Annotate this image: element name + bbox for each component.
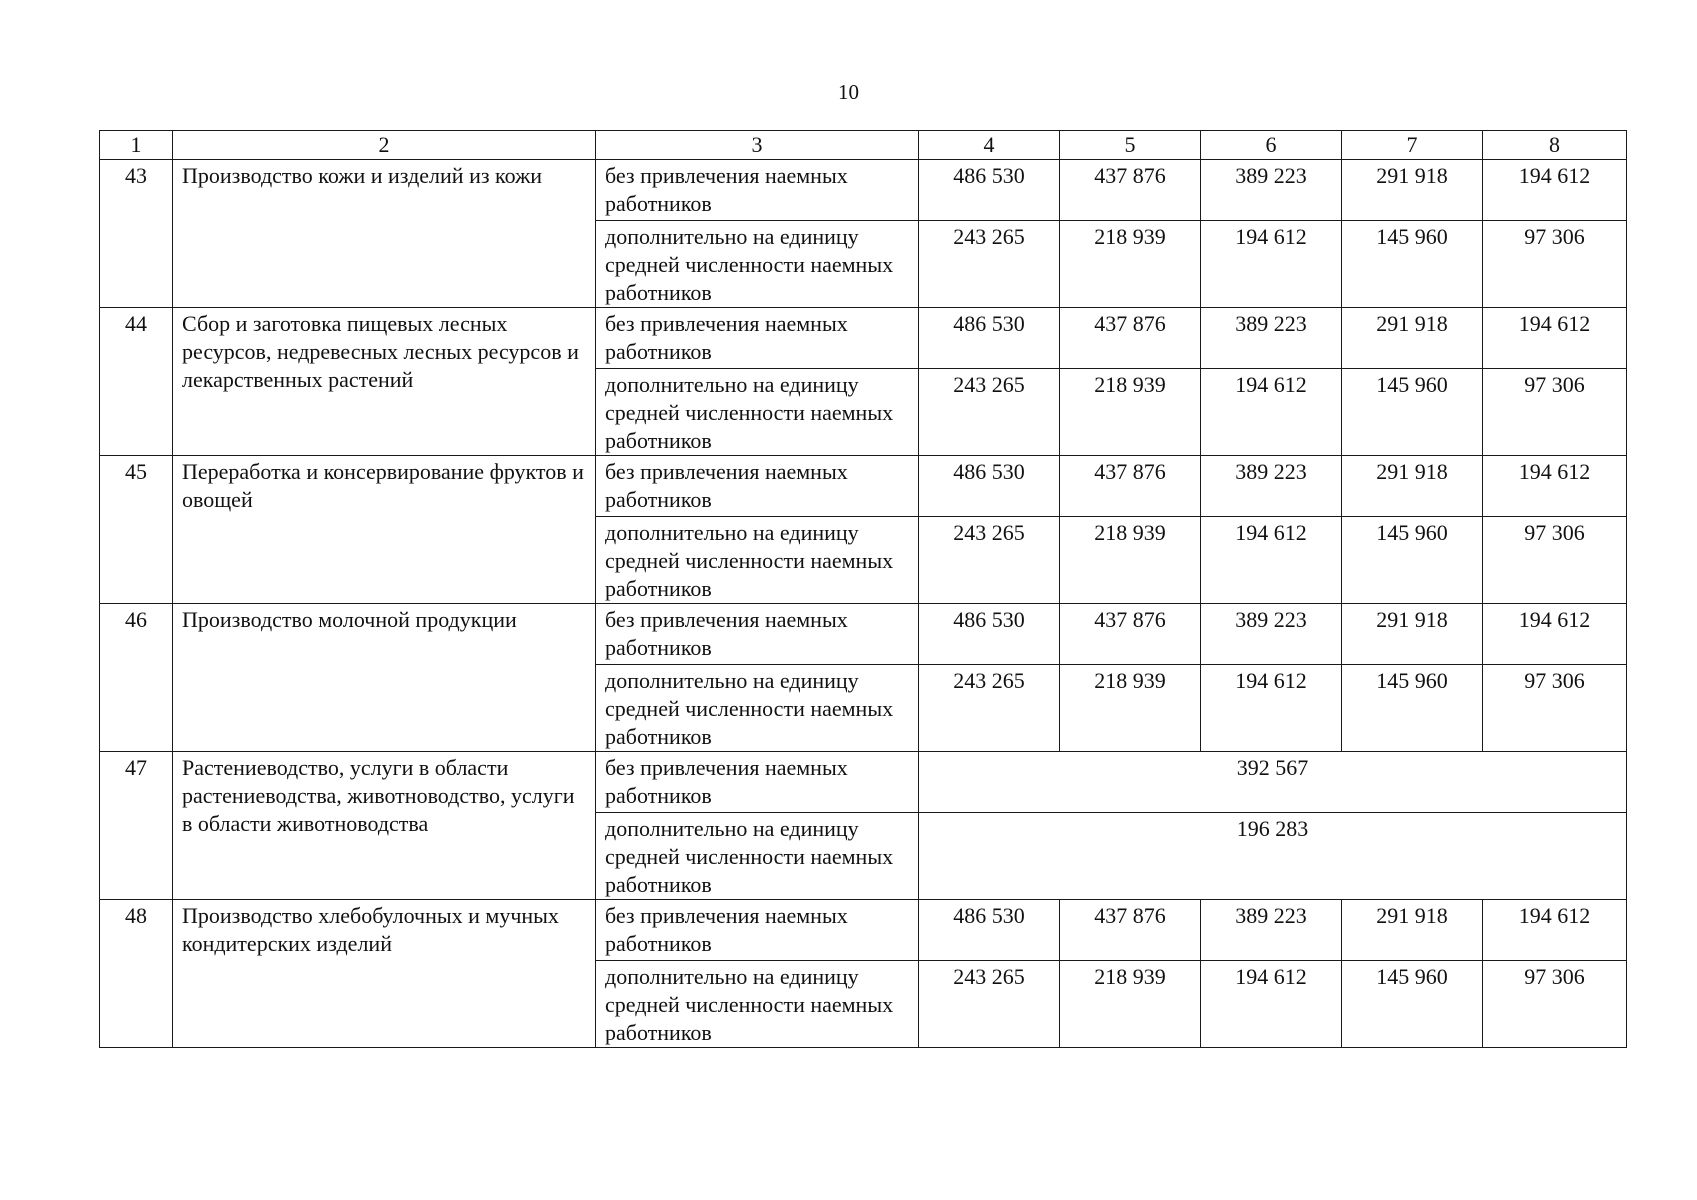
value-cell: 194 612: [1483, 900, 1627, 961]
value-cell: 291 918: [1342, 456, 1483, 517]
value-cell: 243 265: [919, 517, 1060, 604]
row-number: 48: [100, 900, 173, 1048]
worker-type: без привлечения наемных работников: [596, 308, 919, 369]
value-cell: 97 306: [1483, 369, 1627, 456]
worker-type: без привлечения наемных работников: [596, 160, 919, 221]
activity-name: Производство молочной продукции: [173, 604, 596, 752]
activity-name: Производство кожи и изделий из кожи: [173, 160, 596, 308]
activity-name: Производство хлебобулочных и мучных кондитерских изделий: [173, 900, 596, 1048]
value-cell: 218 939: [1060, 665, 1201, 752]
value-cell: 486 530: [919, 900, 1060, 961]
value-cell: 194 612: [1201, 369, 1342, 456]
table-row: [100, 752, 1627, 813]
table-row: [100, 308, 1627, 369]
value-cell: 389 223: [1201, 604, 1342, 665]
worker-type: дополнительно на единицу средней численности наемных работников: [596, 221, 919, 308]
column-header: 2: [173, 131, 596, 160]
value-cell: 145 960: [1342, 517, 1483, 604]
column-header: 7: [1342, 131, 1483, 160]
value-cell: 486 530: [919, 456, 1060, 517]
row-number: 46: [100, 604, 173, 752]
value-cell: 194 612: [1483, 308, 1627, 369]
value-cell: 97 306: [1483, 961, 1627, 1048]
value-cell: 194 612: [1201, 665, 1342, 752]
value-cell: 291 918: [1342, 160, 1483, 221]
table-row: [100, 160, 1627, 221]
value-cell: 194 612: [1483, 604, 1627, 665]
value-cell: 218 939: [1060, 221, 1201, 308]
worker-type: дополнительно на единицу средней численности наемных работников: [596, 961, 919, 1048]
worker-type: без привлечения наемных работников: [596, 456, 919, 517]
value-cell: 291 918: [1342, 604, 1483, 665]
merged-value-cell: 392 567: [919, 752, 1627, 813]
value-cell: 243 265: [919, 369, 1060, 456]
table-row: [100, 900, 1627, 961]
table-header-row: [100, 131, 1627, 160]
value-cell: 243 265: [919, 221, 1060, 308]
merged-value-cell: 196 283: [919, 813, 1627, 900]
column-header: 1: [100, 131, 173, 160]
activity-name: Растениеводство, услуги в области растениеводства, животноводство, услуги в области животноводства: [173, 752, 596, 900]
value-cell: 291 918: [1342, 308, 1483, 369]
activity-name: Сбор и заготовка пищевых лесных ресурсов, недревесных лесных ресурсов и лекарственных растений: [173, 308, 596, 456]
value-cell: 194 612: [1201, 221, 1342, 308]
value-cell: 486 530: [919, 160, 1060, 221]
tariff-table: [99, 130, 1627, 1048]
value-cell: 389 223: [1201, 308, 1342, 369]
value-cell: 194 612: [1483, 456, 1627, 517]
value-cell: 389 223: [1201, 900, 1342, 961]
value-cell: 218 939: [1060, 961, 1201, 1048]
column-header: 3: [596, 131, 919, 160]
value-cell: 437 876: [1060, 160, 1201, 221]
value-cell: 194 612: [1201, 961, 1342, 1048]
value-cell: 291 918: [1342, 900, 1483, 961]
value-cell: 145 960: [1342, 369, 1483, 456]
value-cell: 486 530: [919, 604, 1060, 665]
value-cell: 97 306: [1483, 221, 1627, 308]
value-cell: 218 939: [1060, 517, 1201, 604]
worker-type: без привлечения наемных работников: [596, 752, 919, 813]
worker-type: без привлечения наемных работников: [596, 900, 919, 961]
worker-type: дополнительно на единицу средней численности наемных работников: [596, 369, 919, 456]
value-cell: 389 223: [1201, 456, 1342, 517]
column-header: 5: [1060, 131, 1201, 160]
row-number: 47: [100, 752, 173, 900]
value-cell: 194 612: [1201, 517, 1342, 604]
value-cell: 194 612: [1483, 160, 1627, 221]
value-cell: 243 265: [919, 961, 1060, 1048]
worker-type: без привлечения наемных работников: [596, 604, 919, 665]
column-header: 8: [1483, 131, 1627, 160]
table-row: [100, 604, 1627, 665]
value-cell: 389 223: [1201, 160, 1342, 221]
column-header: 6: [1201, 131, 1342, 160]
value-cell: 437 876: [1060, 308, 1201, 369]
value-cell: 437 876: [1060, 900, 1201, 961]
value-cell: 243 265: [919, 665, 1060, 752]
worker-type: дополнительно на единицу средней численности наемных работников: [596, 517, 919, 604]
value-cell: 97 306: [1483, 517, 1627, 604]
row-number: 45: [100, 456, 173, 604]
value-cell: 145 960: [1342, 221, 1483, 308]
page-number: 10: [838, 80, 859, 104]
worker-type: дополнительно на единицу средней численности наемных работников: [596, 665, 919, 752]
column-header: 4: [919, 131, 1060, 160]
value-cell: 145 960: [1342, 961, 1483, 1048]
worker-type: дополнительно на единицу средней численности наемных работников: [596, 813, 919, 900]
table-row: [100, 456, 1627, 517]
value-cell: 218 939: [1060, 369, 1201, 456]
activity-name: Переработка и консервирование фруктов и овощей: [173, 456, 596, 604]
value-cell: 145 960: [1342, 665, 1483, 752]
row-number: 43: [100, 160, 173, 308]
row-number: 44: [100, 308, 173, 456]
value-cell: 437 876: [1060, 604, 1201, 665]
value-cell: 437 876: [1060, 456, 1201, 517]
value-cell: 97 306: [1483, 665, 1627, 752]
value-cell: 486 530: [919, 308, 1060, 369]
